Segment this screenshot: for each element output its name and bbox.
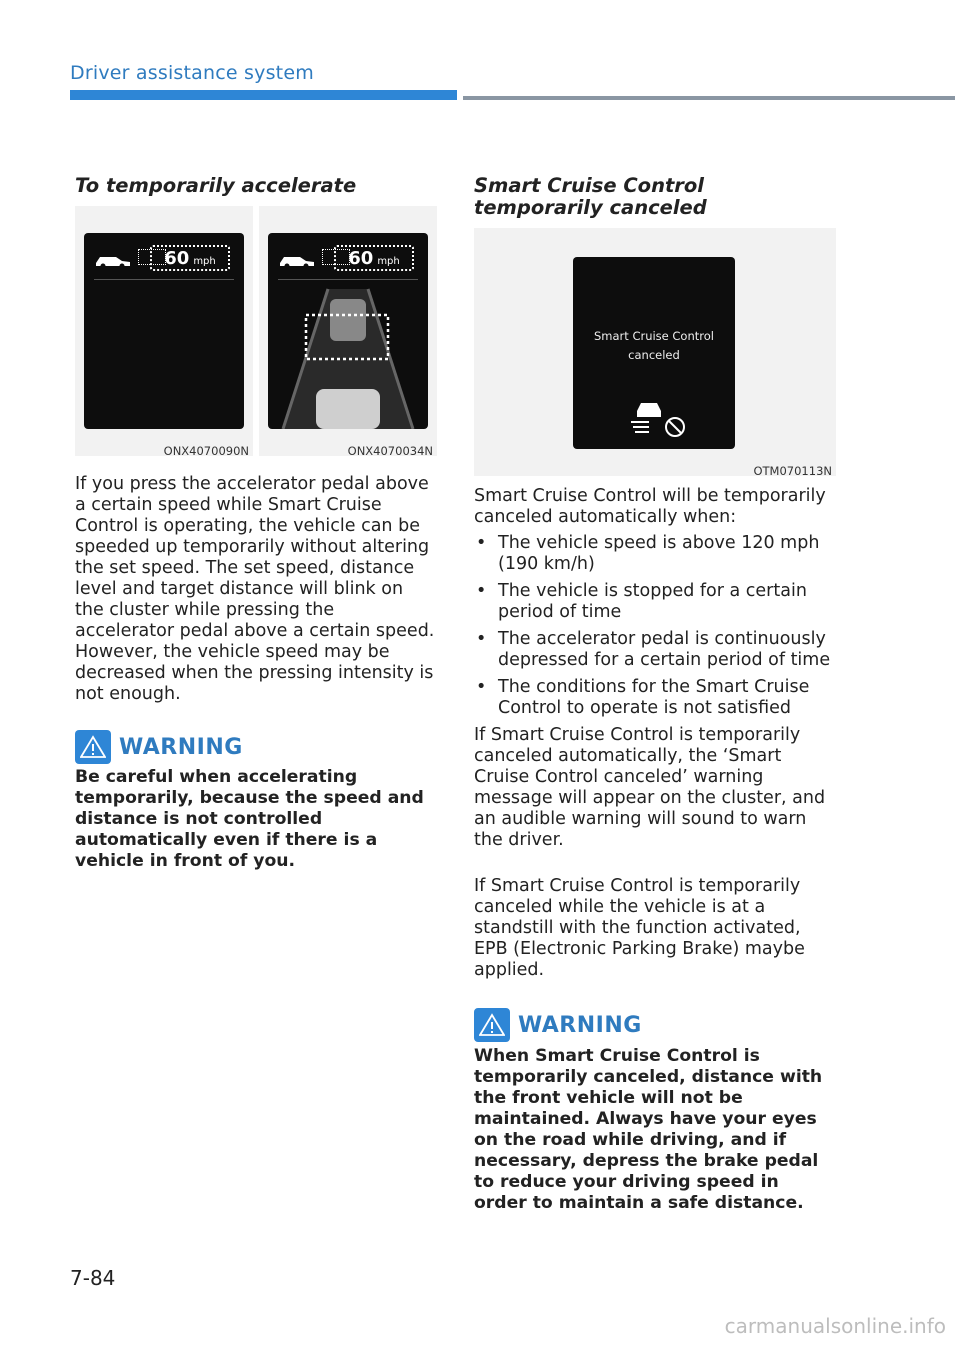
header-rule-accent — [70, 90, 457, 100]
warning-label: WARNING — [119, 734, 243, 760]
section-title-temporarily-accelerate: To temporarily accelerate — [75, 174, 357, 197]
list-item: • The conditions for the Smart Cruise Control to operate is not satisfied — [474, 677, 836, 719]
warning-text: Be careful when accelerating temporarily, because the speed and distance is not controlled automatically even if there is a vehicle in front of you. — [75, 767, 424, 871]
warning-label: WARNING — [518, 1012, 642, 1038]
road-view-graphic — [268, 279, 428, 429]
figure-code: ONX4070034N — [347, 444, 433, 458]
figure-code: OTM070113N — [753, 464, 832, 478]
list-item: • The vehicle is stopped for a certain period of time — [474, 581, 836, 623]
set-speed-value: 60 — [348, 248, 374, 269]
scc-paragraph-2: If Smart Cruise Control is temporarily canceled while the vehicle is at a standstill with the function activated, EPB (Electronic Parking Brake) maybe applied. — [474, 876, 805, 980]
figure-cluster-accelerate-2 — [259, 206, 437, 456]
set-speed-unit: mph — [193, 256, 216, 267]
page-number: 7-84 — [70, 1266, 116, 1290]
scc-cancel-conditions-list — [474, 533, 836, 725]
set-speed-box — [334, 245, 414, 271]
car-icon — [278, 249, 318, 269]
list-item: • The vehicle speed is above 120 mph (190 km/h) — [474, 533, 836, 575]
cluster-screen — [268, 233, 428, 429]
screen-message-line1: Smart Cruise Control — [594, 329, 714, 343]
set-speed-value: 60 — [164, 248, 190, 269]
car-icon — [94, 249, 134, 269]
warning-header — [75, 730, 243, 764]
scc-paragraph-1: If Smart Cruise Control is temporarily canceled automatically, the ‘Smart Cruise Control canceled’ warning message will appear on the cluster, and an audible warning will sound to warn the driver. — [474, 725, 826, 850]
section-title-scc-canceled: Smart Cruise Control temporarily canceled — [474, 174, 707, 219]
scc-canceled-icon — [629, 395, 689, 439]
scc-intro-text: Smart Cruise Control will be temporarily canceled automatically when: — [474, 486, 826, 527]
figure-cluster-accelerate-1 — [75, 206, 253, 456]
set-speed-box — [150, 245, 230, 271]
warning-header — [474, 1008, 642, 1042]
cluster-screen — [84, 233, 244, 429]
accelerate-body-text: If you press the accelerator pedal above a certain speed while Smart Cruise Control is operating, the vehicle can be speeded up temporarily without altering the set speed. The set speed, distance level and target distance will blink on the cluster while pressing the accelerator pedal above a certain speed. However, the vehicle speed may be decreased when the pressing intensity is not enough. — [75, 474, 435, 704]
list-item: • The accelerator pedal is continuously depressed for a certain period of time — [474, 629, 836, 671]
figure-scc-canceled — [474, 228, 836, 476]
warning-triangle-icon — [75, 730, 111, 764]
warning-triangle-icon — [474, 1008, 510, 1042]
running-header: Driver assistance system — [70, 62, 314, 84]
figure-code: ONX4070090N — [163, 444, 249, 458]
cluster-screen — [573, 257, 735, 449]
screen-message-line2: canceled — [628, 348, 680, 362]
set-speed-unit: mph — [377, 256, 400, 267]
header-rule — [463, 96, 955, 100]
watermark: carmanualsonline.info — [724, 1314, 946, 1338]
warning-text: When Smart Cruise Control is temporarily canceled, distance with the front vehicle will not be maintained. Always have your eyes on the road while driving, and if necessary, depress the brake pedal to reduce your driving speed in order to maintain a safe distance. — [474, 1046, 823, 1213]
